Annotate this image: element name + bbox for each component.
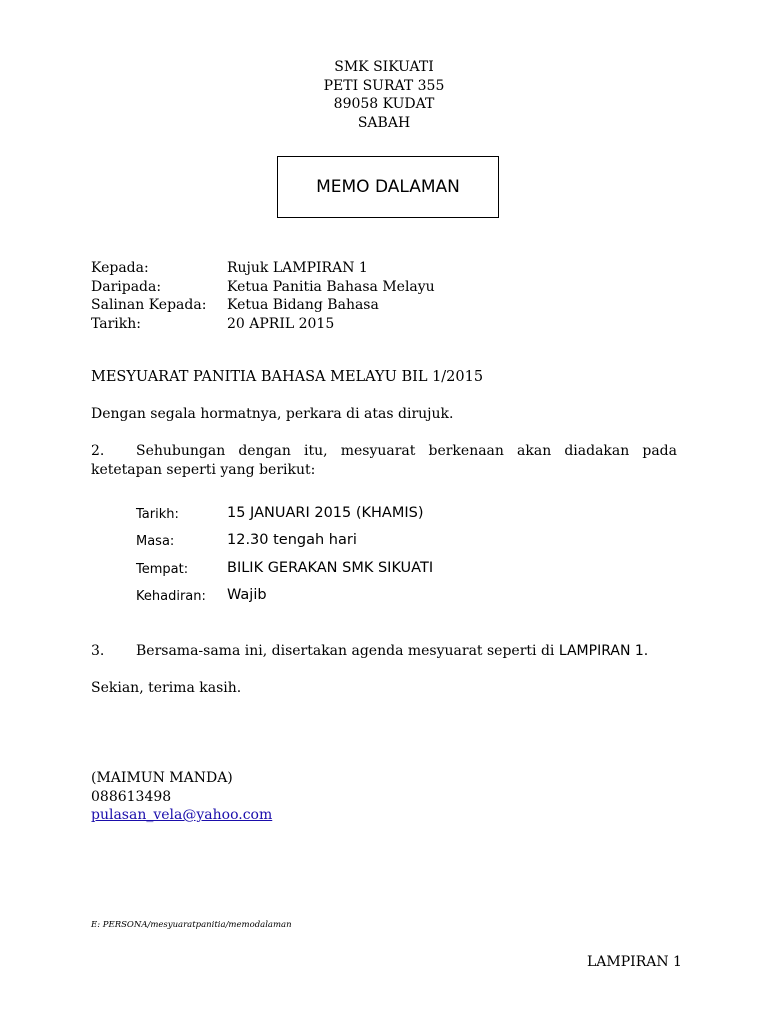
attachment-reference: LAMPIRAN 1. xyxy=(558,643,649,659)
attachment-label: LAMPIRAN 1 xyxy=(587,954,682,970)
address-state: SABAH xyxy=(357,115,411,131)
subject-heading: MESYUARAT PANITIA BAHASA MELAYU BIL 1/2015 xyxy=(91,369,484,385)
file-reference: E: PERSONA/mesyuaratpanitia/memodalaman xyxy=(91,920,292,930)
paragraph-2-text: Sehubungan dengan itu, mesyuarat berkenaan akan diadakan pada ketetapan seperti yang berikut: xyxy=(91,443,677,478)
meeting-time-value: 12.30 tengah hari xyxy=(227,532,357,548)
memo-title: MEMO DALAMAN xyxy=(316,177,460,197)
attendance-label: Kehadiran: xyxy=(136,589,206,604)
paragraph-3 xyxy=(91,642,677,661)
paragraph-3-text: Bersama-sama ini, disertakan agenda mesyuarat seperti di xyxy=(136,643,559,659)
address-postcode-city: 89058 KUDAT xyxy=(333,96,435,112)
greeting-paragraph: Dengan segala hormatnya, perkara di atas dirujuk. xyxy=(91,406,454,422)
to-value: Rujuk LAMPIRAN 1 xyxy=(227,260,368,276)
from-value: Ketua Panitia Bahasa Melayu xyxy=(227,279,435,295)
signatory-name: (MAIMUN MANDA) xyxy=(91,770,233,786)
date-label: Tarikh: xyxy=(91,316,141,332)
to-label: Kepada: xyxy=(91,260,149,276)
meeting-date-value: 15 JANUARI 2015 (KHAMIS) xyxy=(227,505,424,521)
from-label: Daripada: xyxy=(91,279,162,295)
paragraph-3-number: 3. xyxy=(91,643,105,659)
date-value: 20 APRIL 2015 xyxy=(227,316,335,332)
meeting-place-value: BILIK GERAKAN SMK SIKUATI xyxy=(227,560,434,576)
meeting-time-label: Masa: xyxy=(136,534,175,549)
paragraph-2-number: 2. xyxy=(91,443,105,459)
paragraph-2 xyxy=(91,442,677,480)
meeting-date-label: Tarikh: xyxy=(136,507,179,522)
signatory-phone: 088613498 xyxy=(91,789,172,805)
email-link[interactable]: pulasan_vela@yahoo.com xyxy=(91,807,273,823)
signatory-email[interactable] xyxy=(91,806,272,825)
memo-title-box xyxy=(277,156,499,218)
cc-label: Salinan Kepada: xyxy=(91,297,207,313)
cc-value: Ketua Bidang Bahasa xyxy=(227,297,379,313)
closing-line: Sekian, terima kasih. xyxy=(91,680,242,696)
address-pobox: PETI SURAT 355 xyxy=(323,78,445,94)
school-name: SMK SIKUATI xyxy=(334,59,434,75)
attendance-value: Wajib xyxy=(227,587,267,603)
meeting-place-label: Tempat: xyxy=(136,562,189,577)
